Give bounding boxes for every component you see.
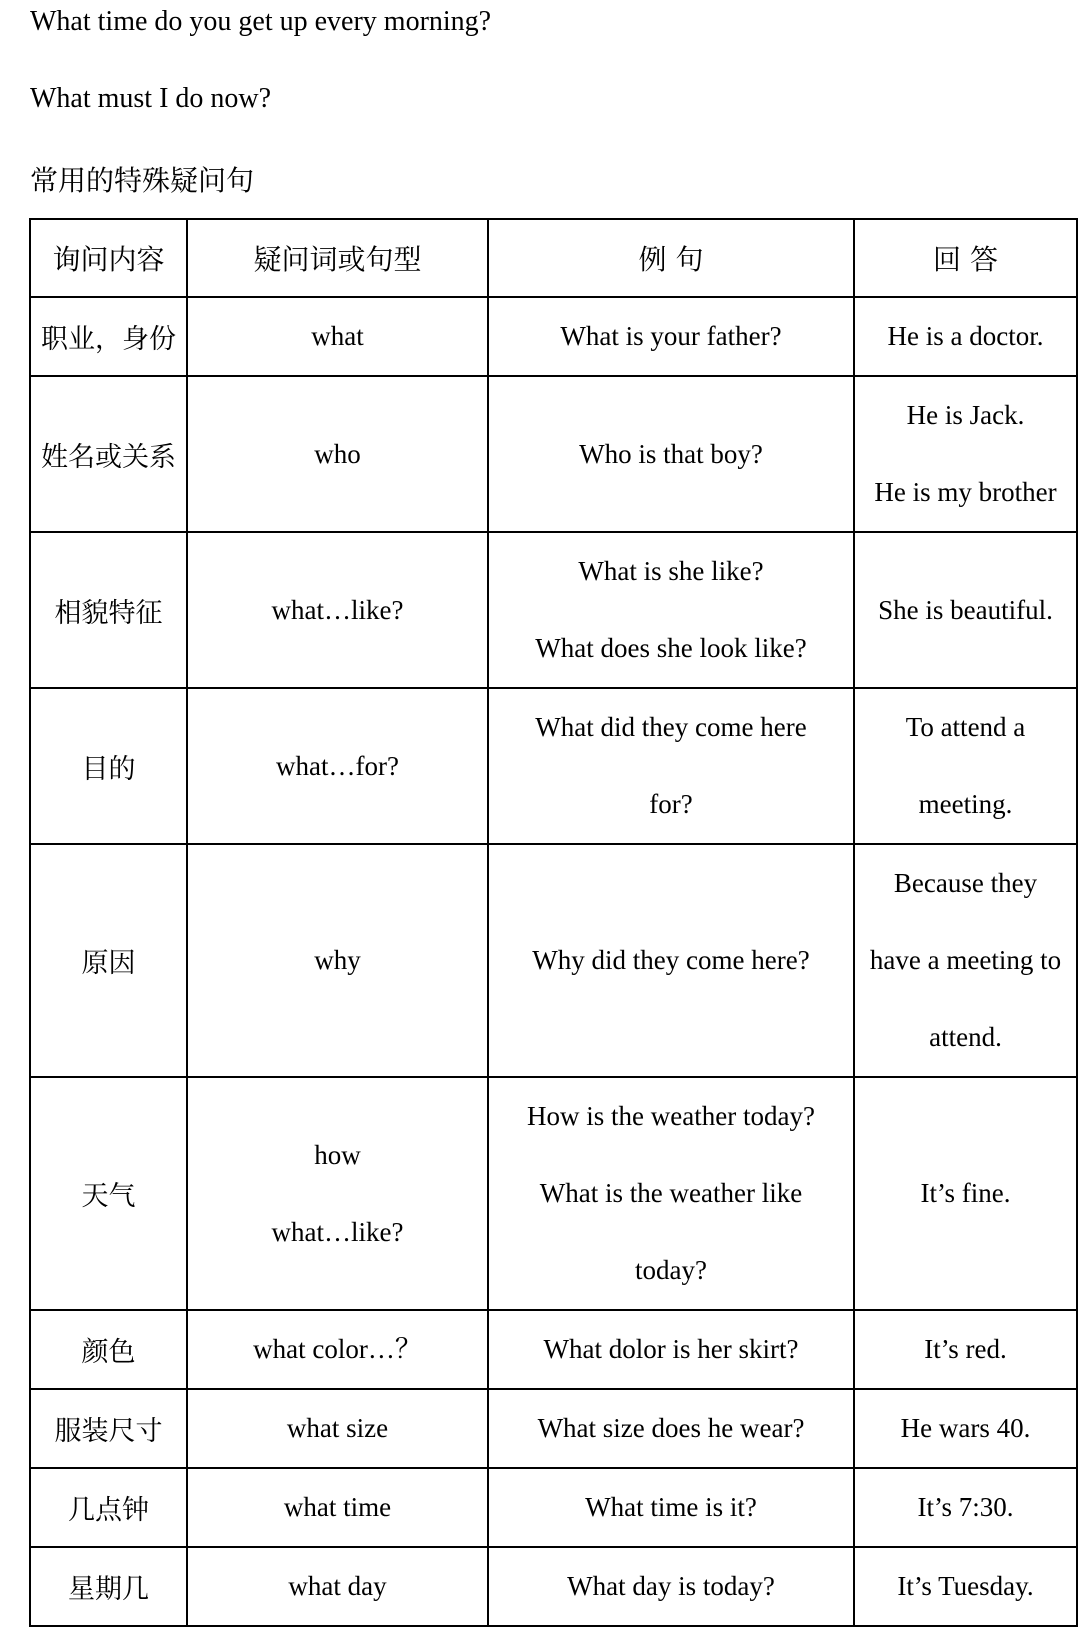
topic-cell: 服装尺寸 (30, 1389, 187, 1468)
intro-question-2: What must I do now? (30, 83, 272, 114)
question-word-line: what day (288, 1571, 387, 1601)
question-word-cell (187, 297, 488, 376)
example-cell (488, 688, 854, 844)
question-word-line: how (314, 1139, 361, 1170)
topic-cell: 相貌特征 (30, 532, 187, 688)
topic-cell: 原因 (30, 844, 187, 1077)
example-cell (488, 376, 854, 532)
question-word-cell (187, 688, 488, 844)
answer-cell (854, 297, 1077, 376)
question-word-line: what…like? (271, 594, 404, 625)
question-word-line: what…like? (271, 1216, 404, 1247)
example-cell (488, 297, 854, 376)
question-word-line: what color…？ (253, 1334, 422, 1364)
table-row (30, 1077, 1077, 1310)
table-row (30, 1468, 1077, 1547)
example-line: What dolor is her skirt? (543, 1334, 799, 1364)
header-question-word: 疑问词或句型 (187, 219, 488, 297)
example-line: Why did they come here? (532, 945, 810, 975)
topic-cell: 星期几 (30, 1547, 187, 1626)
example-line: What is your father? (560, 321, 782, 351)
example-cell (488, 844, 854, 1077)
table-header-row (30, 219, 1077, 297)
topic-cell: 职业，身份 (30, 297, 187, 376)
intro-question-1: What time do you get up every morning? (30, 6, 492, 37)
answer-line: She is beautiful. (878, 594, 1053, 625)
example-cell (488, 1389, 854, 1468)
topic-cell: 目的 (30, 688, 187, 844)
question-word-line: why (314, 945, 361, 975)
answer-line: Because they (893, 868, 1038, 898)
example-cell (488, 1077, 854, 1310)
table-row (30, 297, 1077, 376)
example-line: What does she look like? (535, 633, 807, 663)
table-body (30, 297, 1077, 1626)
answer-line: He is a doctor. (887, 321, 1044, 351)
answer-cell (854, 1389, 1077, 1468)
question-word-cell (187, 532, 488, 688)
question-word-line: what…for? (276, 750, 399, 781)
question-word-cell (187, 1077, 488, 1310)
answer-line: To attend a (905, 712, 1026, 742)
example-line: What is she like? (578, 556, 764, 586)
topic-cell: 颜色 (30, 1310, 187, 1389)
question-word-line: who (314, 438, 361, 469)
answer-cell (854, 1310, 1077, 1389)
example-line: Who is that boy? (579, 438, 763, 469)
answer-line: It’s fine. (920, 1178, 1011, 1208)
question-word-cell (187, 1310, 488, 1389)
question-word-line: what (311, 321, 364, 351)
answer-line: He wars 40. (900, 1413, 1031, 1443)
question-word-line: what size (286, 1413, 389, 1443)
answer-cell (854, 688, 1077, 844)
answer-cell (854, 532, 1077, 688)
table-row (30, 376, 1077, 532)
answer-line: He is Jack. (906, 400, 1025, 430)
answer-line: It’s red. (924, 1334, 1007, 1364)
table-row (30, 844, 1077, 1077)
answer-cell (854, 376, 1077, 532)
header-example: 例 句 (488, 219, 854, 297)
example-line: What did they come here (535, 712, 807, 742)
table-row (30, 1389, 1077, 1468)
question-word-cell (187, 1468, 488, 1547)
example-line: What is the weather like (539, 1178, 803, 1208)
example-line: What day is today? (567, 1571, 775, 1601)
question-word-cell (187, 1389, 488, 1468)
question-word-cell (187, 1547, 488, 1626)
answer-line: attend. (929, 1022, 1002, 1052)
section-heading: 常用的特殊疑问句 (30, 164, 255, 197)
answer-cell (854, 1468, 1077, 1547)
answer-line: It’s Tuesday. (897, 1571, 1034, 1601)
example-cell (488, 1468, 854, 1547)
question-word-cell (187, 376, 488, 532)
example-cell (488, 1310, 854, 1389)
example-cell (488, 532, 854, 688)
answer-cell (854, 1547, 1077, 1626)
header-answer: 回 答 (854, 219, 1077, 297)
table-row (30, 1310, 1077, 1389)
answer-line: It’s 7:30. (917, 1492, 1014, 1522)
question-words-table (29, 218, 1078, 1627)
answer-line: He is my brother (874, 477, 1057, 507)
example-line: How is the weather today? (527, 1101, 815, 1131)
answer-line: have a meeting to (869, 945, 1062, 975)
example-line: today? (635, 1255, 707, 1285)
question-word-line: what time (283, 1492, 392, 1522)
example-line: for? (649, 789, 693, 819)
table-row (30, 532, 1077, 688)
topic-cell: 天气 (30, 1077, 187, 1310)
answer-line: meeting. (918, 789, 1013, 819)
question-word-cell (187, 844, 488, 1077)
table-row (30, 688, 1077, 844)
example-line: What size does he wear? (537, 1413, 805, 1443)
table-row (30, 1547, 1077, 1626)
header-topic: 询问内容 (30, 219, 187, 297)
answer-cell (854, 844, 1077, 1077)
example-cell (488, 1547, 854, 1626)
answer-cell (854, 1077, 1077, 1310)
example-line: What time is it? (585, 1492, 757, 1522)
topic-cell: 姓名或关系 (30, 376, 187, 532)
topic-cell: 几点钟 (30, 1468, 187, 1547)
